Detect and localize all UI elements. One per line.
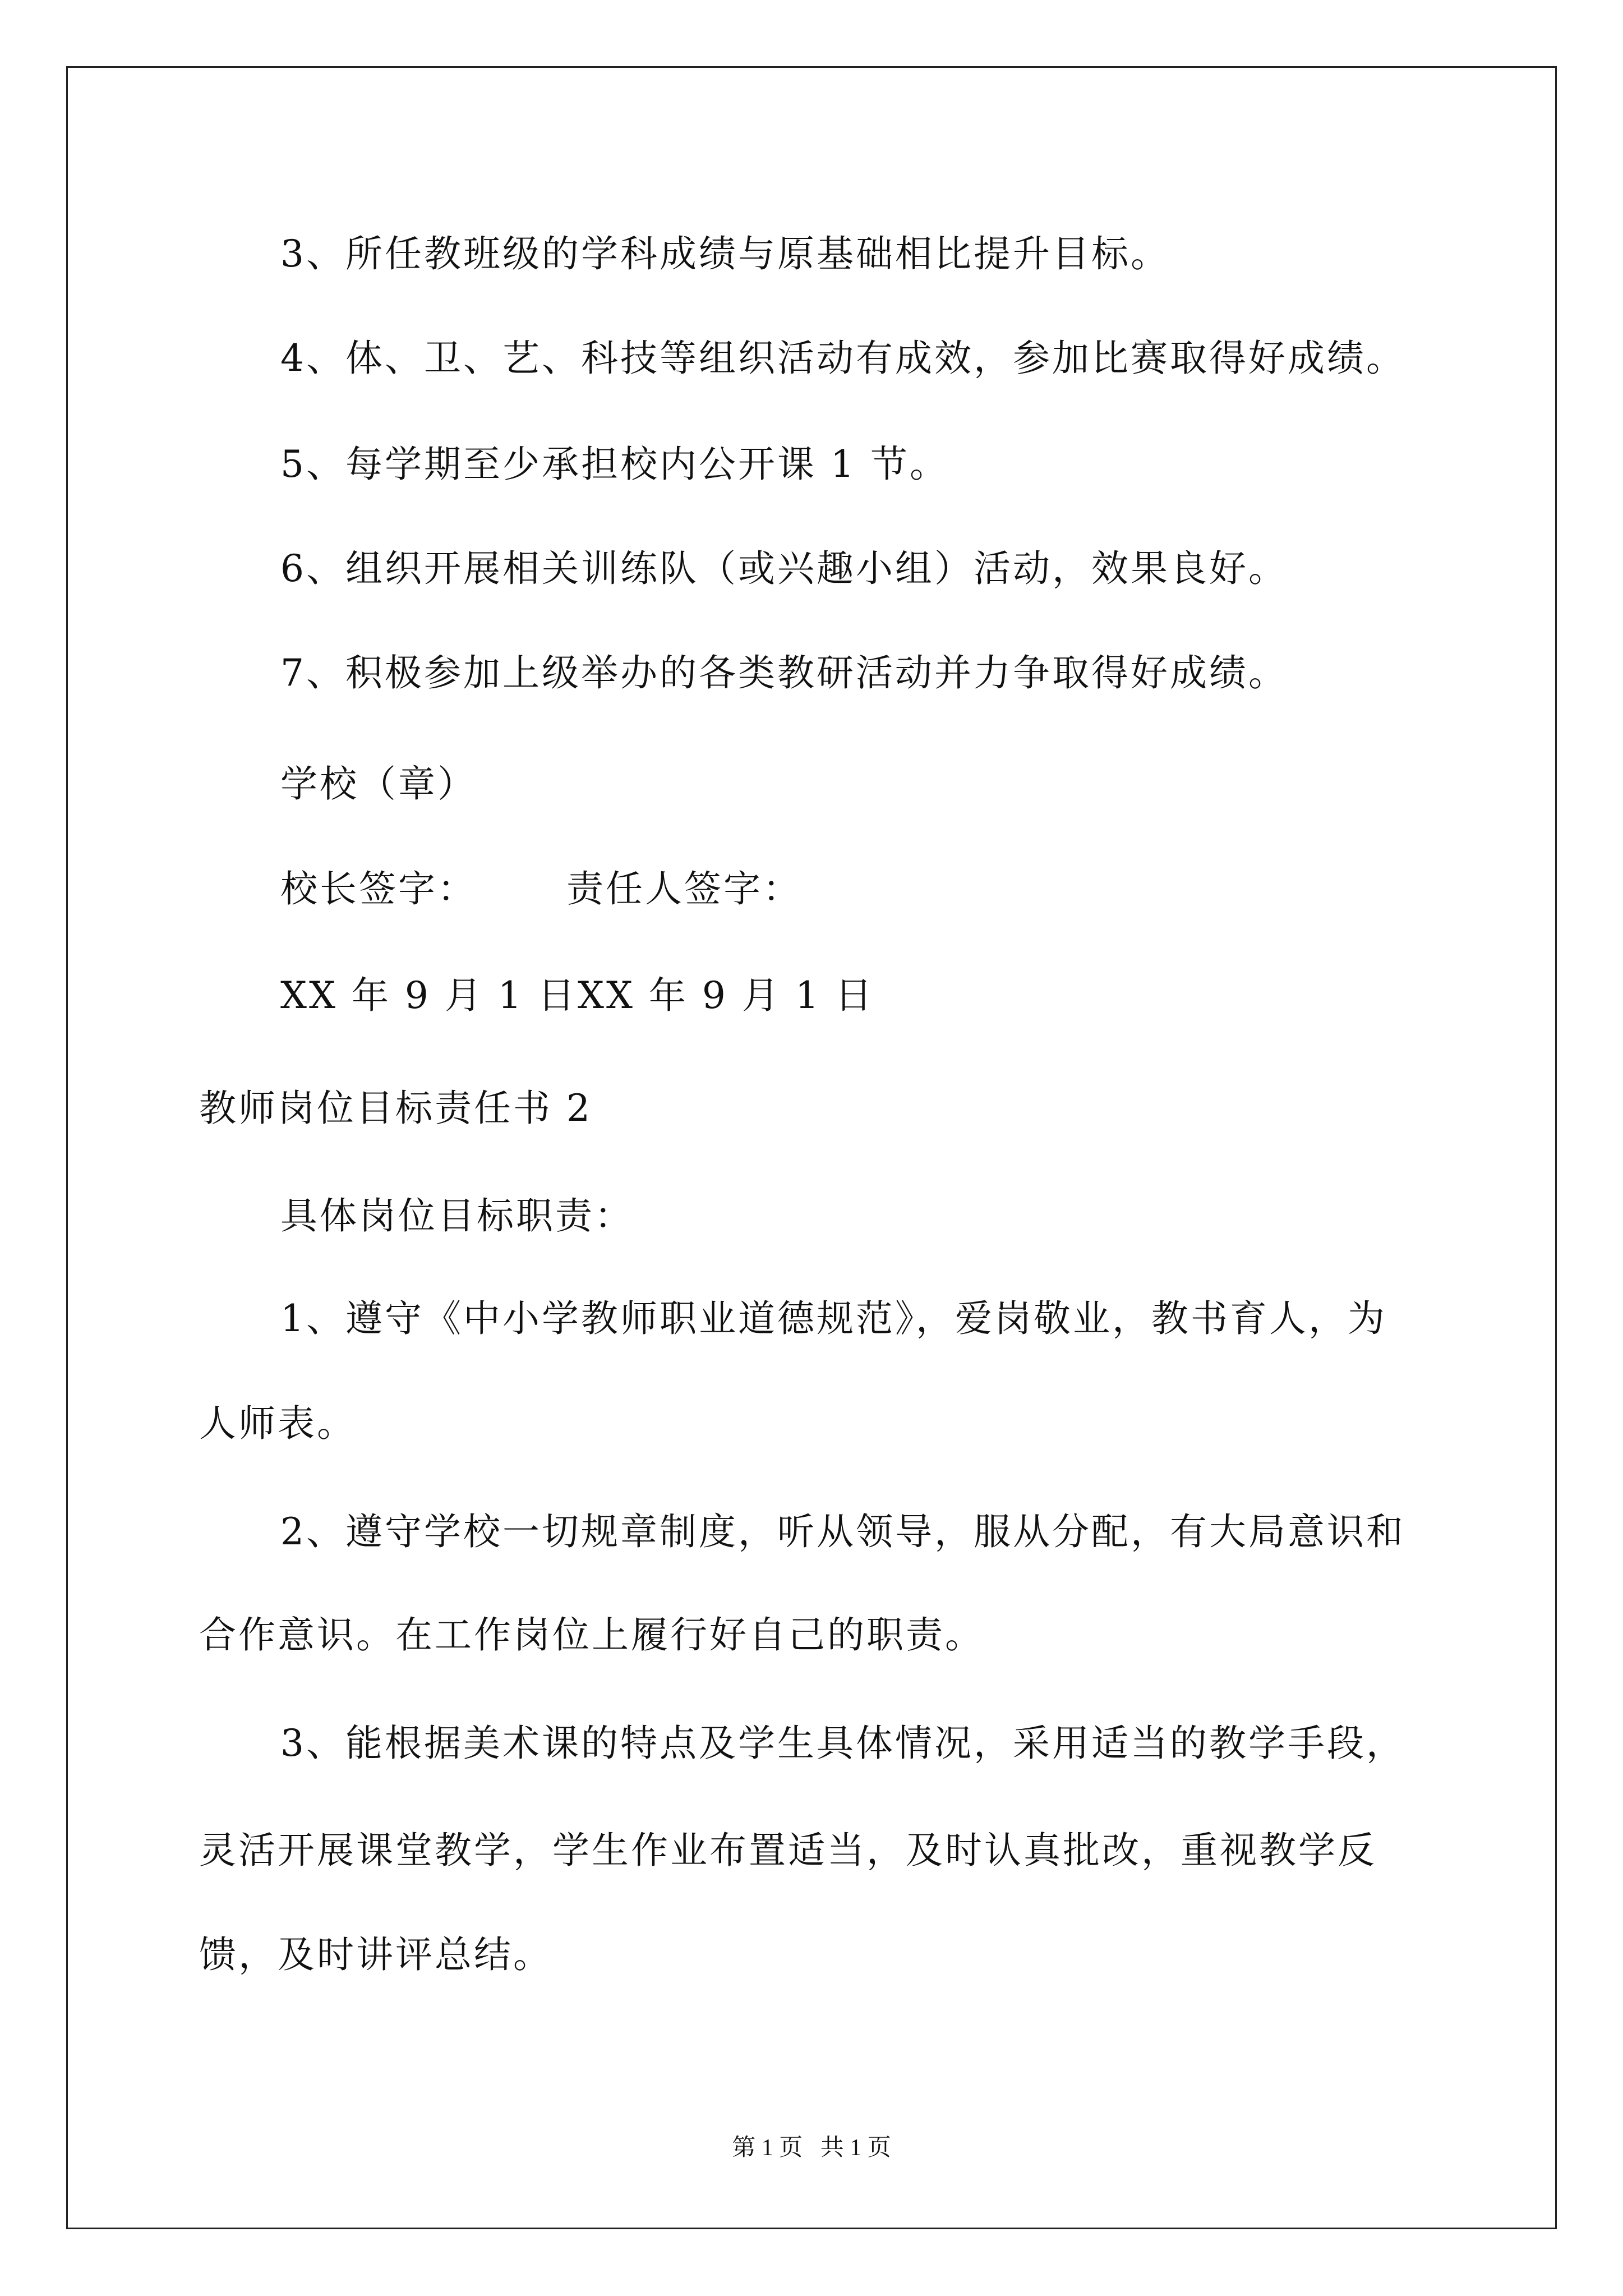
principal-signature-label: 校长签字： [280, 867, 477, 910]
responsible-date: XX 年 9 月 1 日 [578, 974, 874, 1017]
goal-item-4: 4、体、卫、艺、科技等组织活动有成效，参加比赛取得好成绩。 [280, 337, 1405, 380]
goal-item-3: 3、所任教班级的学科成绩与原基础相比提升目标。 [280, 232, 1170, 275]
responsible-signature-label: 责任人签字： [566, 867, 802, 910]
duty-item-3-line-2: 灵活开展课堂教学，学生作业布置适当，及时认真批改，重视教学反 [199, 1829, 1377, 1872]
goal-item-5: 5、每学期至少承担校内公开课 1 节。 [280, 443, 949, 486]
goal-item-7: 7、积极参加上级举办的各类教研活动并力争取得好成绩。 [280, 651, 1288, 694]
duty-item-3-line-1: 3、能根据美术课的特点及学生具体情况，采用适当的教学手段， [280, 1722, 1405, 1765]
page-border [66, 66, 1557, 2229]
duty-item-2-line-1: 2、遵守学校一切规章制度，听从领导，服从分配，有大局意识和 [280, 1510, 1405, 1553]
section-2-title: 教师岗位目标责任书 2 [199, 1087, 592, 1130]
page-footer: 第 1 页 共 1 页 [732, 2135, 891, 2161]
duty-item-2-line-2: 合作意识。在工作岗位上履行好自己的职责。 [199, 1613, 984, 1657]
section-2-intro: 具体岗位目标职责： [280, 1194, 634, 1237]
duty-item-1-line-1: 1、遵守《中小学教师职业道德规范》，爱岗敬业，教书育人，为 [280, 1297, 1387, 1340]
duty-item-1-line-2: 人师表。 [199, 1402, 356, 1445]
school-seal-label: 学校（章） [280, 762, 477, 806]
goal-item-6: 6、组织开展相关训练队（或兴趣小组）活动，效果良好。 [280, 547, 1288, 590]
principal-date: XX 年 9 月 1 日 [280, 974, 577, 1017]
duty-item-3-line-3: 馈，及时讲评总结。 [199, 1933, 552, 1976]
